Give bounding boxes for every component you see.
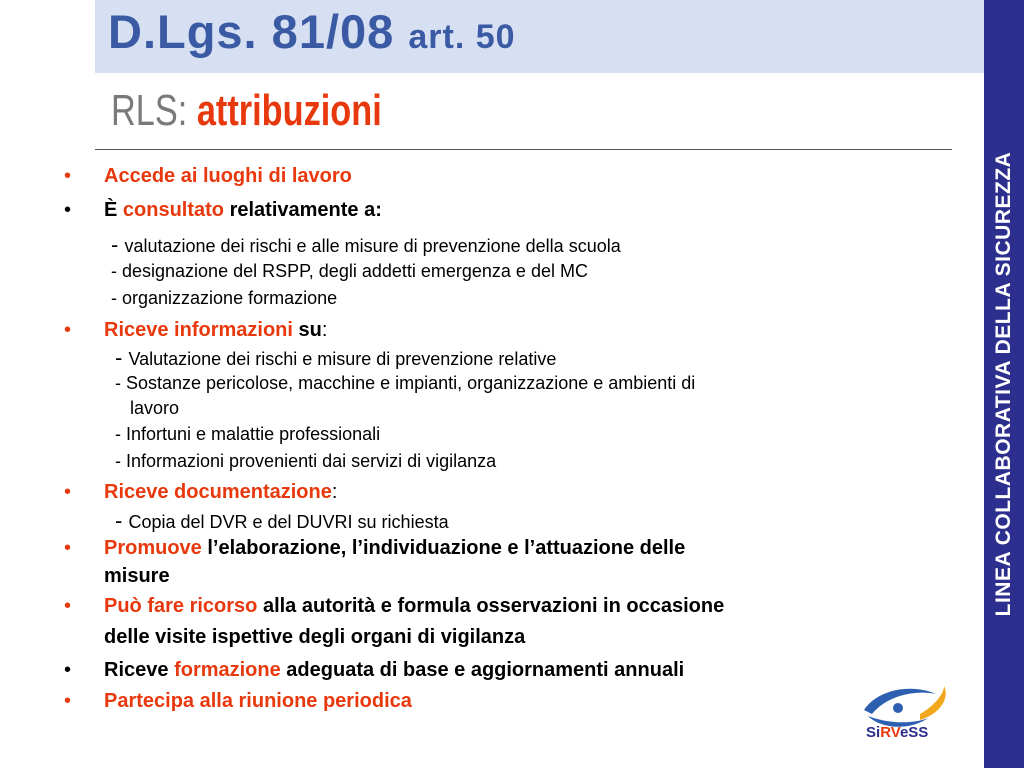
bullet-dot: • (64, 690, 72, 712)
bullet-text-part: È (104, 199, 123, 221)
bullet-keyword: Riceve documentazione (104, 481, 332, 503)
sub-item (115, 508, 449, 534)
sub-dash: - (115, 345, 129, 370)
sub-item (115, 345, 556, 371)
logo-text-part: Si (866, 724, 881, 741)
bullet-text-part: alla autorità e formula osservazioni in occasione (257, 595, 725, 617)
bullet-text-part: l’elaborazione, l’individuazione e l’attuazione delle (201, 537, 686, 559)
bullet-ricorso (64, 595, 725, 618)
bullet-text-part: : (331, 481, 338, 503)
sub-item-continuation: lavoro (130, 398, 180, 418)
bullet-keyword: consultato (122, 199, 225, 221)
logo-text-part: eSS (899, 724, 929, 741)
bullet-formazione (64, 659, 685, 682)
subtitle-highlight: attribuzioni (196, 86, 382, 135)
sub-item: - Infortuni e malattie professionali (115, 424, 381, 444)
sub-item: - organizzazione formazione (111, 288, 338, 308)
bullet-consultato (64, 199, 382, 222)
bullet-text: Accede ai luoghi di lavoro (104, 165, 352, 187)
sub-item-text: Valutazione dei rischi e misure di prevenzione relative (128, 349, 557, 369)
sub-item-text: valutazione dei rischi e alle misure di prevenzione della scuola (124, 236, 621, 256)
bullet-riceve-documentazione (64, 481, 338, 504)
title-divider (95, 149, 952, 150)
bullet-text-part: : (321, 319, 328, 341)
bullet-dot: • (64, 481, 72, 503)
bullet-dot: • (64, 199, 72, 221)
sub-item (111, 232, 621, 258)
bullet-continuation: misure (104, 565, 170, 587)
bullet-riceve-informazioni (64, 319, 328, 342)
title-main: D.Lgs. 81/08 (108, 5, 395, 58)
subtitle-prefix: RLS: (111, 86, 188, 135)
sub-item: - Sostanze pericolose, macchine e impianti, organizzazione e ambienti di (115, 373, 696, 393)
logo-text-part: RV (880, 724, 900, 741)
title-article: art. 50 (408, 18, 516, 56)
side-banner-text: LINEA COLLABORATIVA DELLA SICUREZZA (992, 151, 1015, 617)
sub-item: - designazione del RSPP, degli addetti emergenza e del MC (111, 261, 588, 281)
sub-dash: - (115, 508, 129, 533)
bullet-keyword: Riceve informazioni (104, 319, 293, 341)
bullet-dot: • (64, 319, 72, 341)
sub-dash: - (111, 232, 125, 257)
page-title (108, 4, 516, 59)
bullet-continuation: delle visite ispettive degli organi di vigilanza (104, 626, 526, 648)
bullet-text-part: adeguata di base e aggiornamenti annuali (280, 659, 685, 681)
page-subtitle (111, 86, 382, 136)
bullet-text-part: Riceve (104, 659, 175, 681)
bullet-keyword: Promuove (104, 537, 202, 559)
bullet-dot: • (64, 165, 72, 187)
bullet-text-part: relativamente a: (224, 199, 382, 221)
bullet-keyword: Può fare ricorso (104, 595, 258, 617)
sub-item-text: Copia del DVR e del DUVRI su richiesta (128, 512, 449, 532)
bullet-dot: • (64, 595, 72, 617)
bullet-text: Partecipa alla riunione periodica (104, 690, 412, 712)
sub-item: - Informazioni provenienti dai servizi di vigilanza (115, 451, 497, 471)
bullet-text-part: su (292, 319, 322, 341)
bullet-dot: • (64, 537, 72, 559)
bullet-promuove (64, 537, 686, 560)
bullet-accede (64, 165, 352, 188)
bullet-keyword: formazione (174, 659, 281, 681)
logo-wordmark (866, 724, 928, 741)
bullet-dot: • (64, 659, 72, 681)
bullet-riunione (64, 690, 412, 713)
